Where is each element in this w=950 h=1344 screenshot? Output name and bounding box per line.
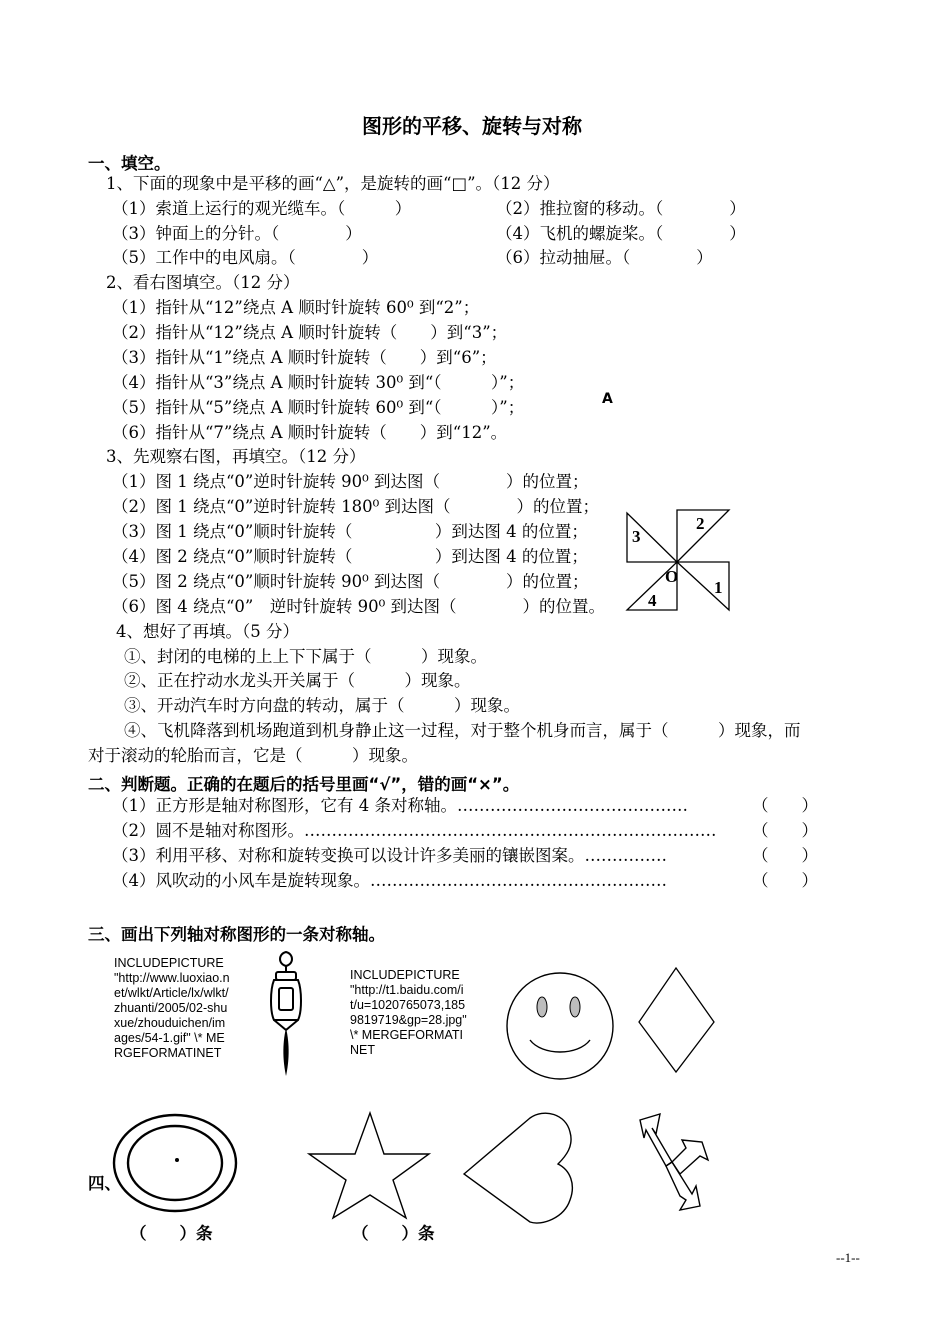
q1-stem: 1、下面的现象中是平移的画“△”，是旋转的画“□”。（12 分） — [106, 174, 560, 193]
five-point-star-figure — [304, 1110, 434, 1220]
q2-item-2: （2）指针从“12”绕点 A 顺时针旋转（ ）到“3”； — [112, 323, 508, 342]
q3-item-1: （1）图 1 绕点“0”逆时针旋转 90⁰ 到达图（ ）的位置； — [112, 472, 589, 491]
q4-continuation: 对于滚动的轮胎而言，它是（ ）现象。 — [88, 746, 418, 765]
pinwheel-label-2: 2 — [696, 514, 705, 533]
q2-item-1: （1）指针从“12”绕点 A 顺时针旋转 60⁰ 到“2”； — [112, 298, 480, 317]
judge-item-1: （1）正方形是轴对称图形，它有 4 条对称轴。…………………………………… — [112, 796, 688, 815]
q2-stem: 2、看右图填空。（12 分） — [106, 273, 300, 292]
page-number: --1-- — [836, 1250, 860, 1265]
q1-item-3: （3）钟面上的分针。（ ） — [112, 224, 362, 243]
section-4-heading: 四、 — [88, 1174, 121, 1193]
lantern-pendant-figure — [266, 950, 306, 1078]
include-picture-placeholder-2: INCLUDEPICTURE "http://t1.baidu.com/it/u=1020765073,1859819719&gp=28.jpg" \* MERGEFORMATINET — [350, 968, 467, 1057]
q1-item-5: （5）工作中的电风扇。（ ） — [112, 248, 379, 267]
q2-item-6: （6）指针从“7”绕点 A 顺时针旋转（ ）到“12”。 — [112, 423, 508, 442]
q1-item-4: （4）飞机的螺旋桨。（ ） — [496, 224, 746, 243]
judge-paren-4: （ ） — [752, 871, 818, 890]
q4-stem: 4、想好了再填。（5 分） — [116, 622, 299, 641]
smiley-face-figure — [502, 970, 622, 1090]
judge-item-2: （2）圆不是轴对称图形。………………………………………………………………… — [112, 821, 717, 840]
q1-item-6: （6）拉动抽屉。（ ） — [496, 248, 713, 267]
q4-item-1: ①、封闭的电梯的上上下下属于（ ）现象。 — [124, 647, 487, 666]
q3-item-6: （6）图 4 绕点“0” 逆时针旋转 90⁰ 到达图（ ）的位置。 — [112, 597, 605, 616]
judge-item-3: （3）利用平移、对称和旋转变换可以设计许多美丽的镶嵌图案。…………… — [112, 846, 667, 865]
q1-item-2: （2）推拉窗的移动。（ ） — [496, 199, 746, 218]
pinwheel-label-3: 3 — [632, 527, 641, 546]
q3-item-3: （3）图 1 绕点“0”顺时针旋转（ ）到达图 4 的位置； — [112, 522, 588, 541]
include-picture-placeholder-1: INCLUDEPICTURE "http://www.luoxiao.net/wlkt/Article/lx/wlkt/zhuanti/2005/02-shuxue/zhouduichen/images/54-1.gif" \* MERGEFORMATINET — [114, 956, 230, 1060]
pinwheel-label-1: 1 — [714, 578, 723, 597]
judge-item-4: （4）风吹动的小风车是旋转现象。……………………………………………… — [112, 871, 667, 890]
axis-count-label-1: （ ）条 — [130, 1224, 213, 1243]
judge-paren-1: （ ） — [752, 796, 818, 815]
q4-item-4: ④、飞机降落到机场跑道到机身静止这一过程，对于整个机身而言，属于（ ）现象，而 — [124, 721, 801, 740]
q2-item-4: （4）指针从“3”绕点 A 顺时针旋转 30⁰ 到“（ ）”； — [112, 373, 525, 392]
judge-paren-3: （ ） — [752, 846, 818, 865]
q2-item-5: （5）指针从“5”绕点 A 顺时针旋转 60⁰ 到“（ ）”； — [112, 398, 525, 417]
arrow-symbol-figure — [636, 1112, 718, 1214]
rotation-pinwheel-figure — [620, 505, 735, 615]
q3-item-4: （4）图 2 绕点“0”顺时针旋转（ ）到达图 4 的位置； — [112, 547, 588, 566]
section-1-heading: 一、填空。 — [88, 154, 171, 173]
q3-stem: 3、先观察右图，再填空。（12 分） — [106, 447, 366, 466]
pinwheel-label-center-o: O — [665, 567, 679, 586]
section-3-heading: 三、画出下列轴对称图形的一条对称轴。 — [88, 925, 385, 944]
page-title: 图形的平移、旋转与对称 — [362, 114, 582, 138]
q3-item-2: （2）图 1 绕点“0”逆时针旋转 180⁰ 到达图（ ）的位置； — [112, 497, 599, 516]
heart-figure — [460, 1112, 580, 1238]
pinwheel-label-4: 4 — [648, 591, 657, 610]
axis-count-label-2: （ ）条 — [352, 1224, 435, 1243]
q1-item-1: （1）索道上运行的观光缆车。（ ） — [112, 199, 412, 218]
rhombus-figure — [636, 964, 718, 1076]
clock-point-a-label: A — [602, 391, 613, 407]
concentric-circles-figure — [110, 1112, 240, 1214]
section-2-heading: 二、判断题。正确的在题后的括号里画“√”，错的画“×”。 — [88, 775, 520, 794]
q3-item-5: （5）图 2 绕点“0”顺时针旋转 90⁰ 到达图（ ）的位置； — [112, 572, 589, 591]
q4-item-2: ②、正在拧动水龙头开关属于（ ）现象。 — [124, 671, 471, 690]
q4-item-3: ③、开动汽车时方向盘的转动，属于（ ）现象。 — [124, 696, 520, 715]
judge-paren-2: （ ） — [752, 821, 818, 840]
q2-item-3: （3）指针从“1”绕点 A 顺时针旋转（ ）到“6”； — [112, 348, 497, 367]
